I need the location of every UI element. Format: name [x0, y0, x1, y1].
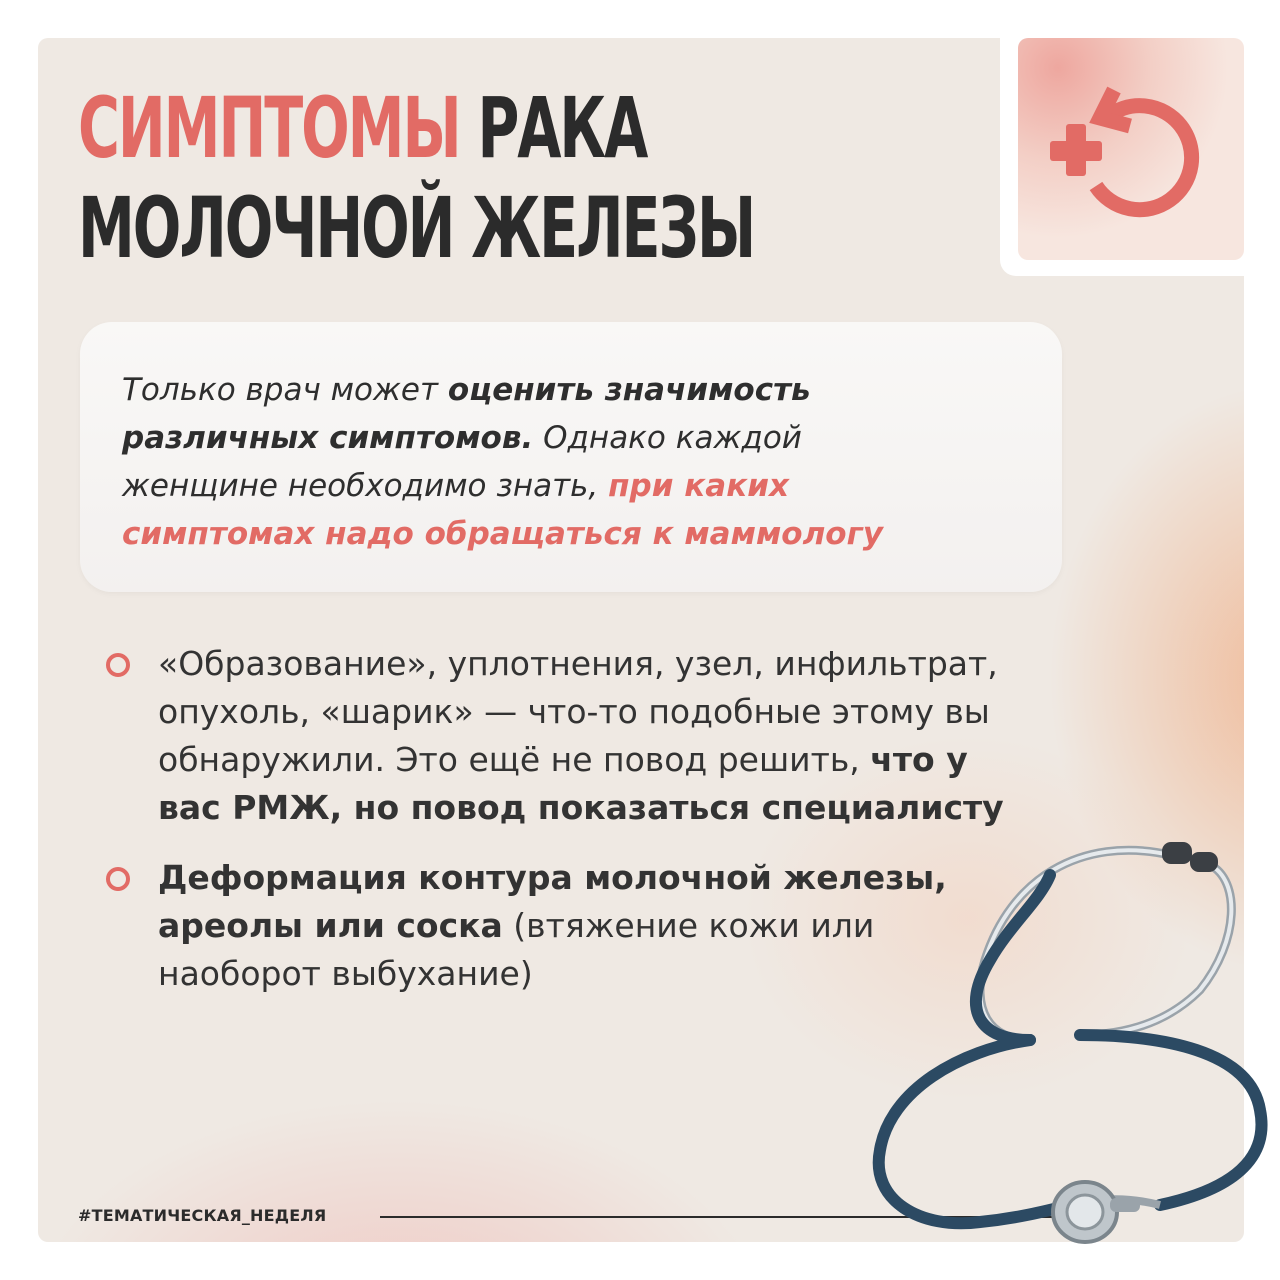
intro-part2: Однако каждой	[533, 420, 802, 456]
title-accent: СИМПТОМЫ	[78, 79, 460, 177]
hashtag: #ТЕМАТИЧЕСКАЯ_НЕДЕЛЯ	[78, 1206, 327, 1225]
bullet2-line2-plain: (втяжение кожи или	[502, 906, 875, 945]
bullet2-line2-bold: ареолы или соска	[158, 906, 503, 945]
bullet1-line3-plain: обнаружили. Это ещё не повод решить,	[158, 740, 871, 779]
bullet1-line1: «Образование», уплотнения, узел, инфильтрат,	[158, 644, 998, 683]
title-line2: МОЛОЧНОЙ ЖЕЛЕЗЫ	[78, 179, 755, 277]
intro-part3: женщине необходимо знать,	[122, 468, 609, 504]
bullet1-line4-bold: вас РМЖ, но повод показаться специалисту	[158, 788, 1004, 827]
bullet2-line3: наоборот выбухание)	[158, 954, 533, 993]
bullet1-line3-bold: что у	[870, 740, 968, 779]
intro-bold2: различных симптомов.	[122, 420, 534, 456]
bullet1-line2: опухоль, «шарик» — что-то подобные этому вы	[158, 692, 990, 731]
intro-red2: симптомах надо обращаться к маммологу	[122, 516, 883, 552]
intro-part1: Только врач может	[122, 372, 448, 408]
bullet2-line1-bold: Деформация контура молочной железы,	[158, 858, 947, 897]
intro-bold1: оценить значимость	[447, 372, 811, 408]
title-line1-rest: РАКА	[459, 79, 647, 177]
intro-red1: при каких	[608, 468, 789, 504]
